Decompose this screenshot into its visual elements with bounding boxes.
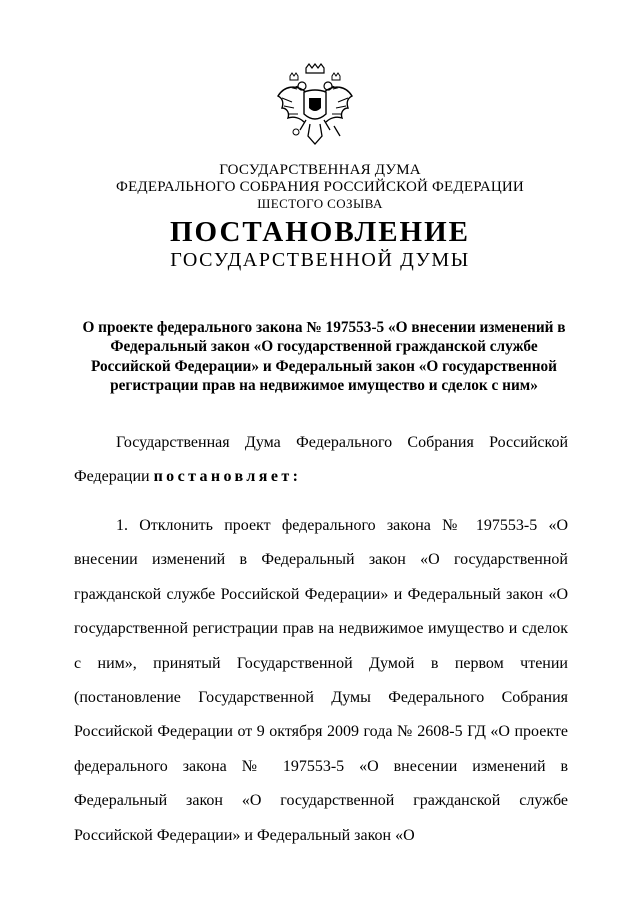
header-line-assembly: ФЕДЕРАЛЬНОГО СОБРАНИЯ РОССИЙСКОЙ ФЕДЕРАЦИИ [116, 179, 524, 195]
paragraph-1: 1. Отклонить проект федерального закона № 197553-5 «О внесении изменений в Федеральный закон «О государственной гражданской службе Российской Федерации» и Федеральный закон «О государственной регистрации прав на недвижимое имущество и сделок с ним», принятый Государственной Думой в первом чтении (постановление Государственной Думы Федерального Собрания Российской Федерации от 9 октября 2009 года № 2608-5 ГД «О проекте федерального закона № 197553-5 «О внесении изменений в Федеральный закон «О государственной гражданской службе Российской Федерации» и Федеральный закон «О [74, 517, 568, 844]
document-issuer-title: ГОСУДАРСТВЕННОЙ ДУМЫ [170, 249, 470, 271]
preamble-text: Государственная Дума Федерального Собрания Российской Федерации [74, 434, 568, 485]
decree-word: постановляет: [153, 468, 302, 485]
preamble [74, 426, 568, 494]
document-type-title: ПОСТАНОВЛЕНИЕ [169, 216, 470, 248]
document-subject: О проекте федерального закона № 197553-5 «О внесении изменений в Федеральный закон «О государственной гражданской службе Российской Федерации» и Федеральный закон «О государственной регистрации прав на недвижимое имущество и сделок с ним» [82, 319, 566, 394]
coat-of-arms-icon [276, 62, 354, 156]
issuer-header [0, 162, 640, 212]
header-line-convocation: ШЕСТОГО СОЗЫВА [257, 196, 383, 211]
header-line-duma: ГОСУДАРСТВЕННАЯ ДУМА [219, 162, 421, 178]
